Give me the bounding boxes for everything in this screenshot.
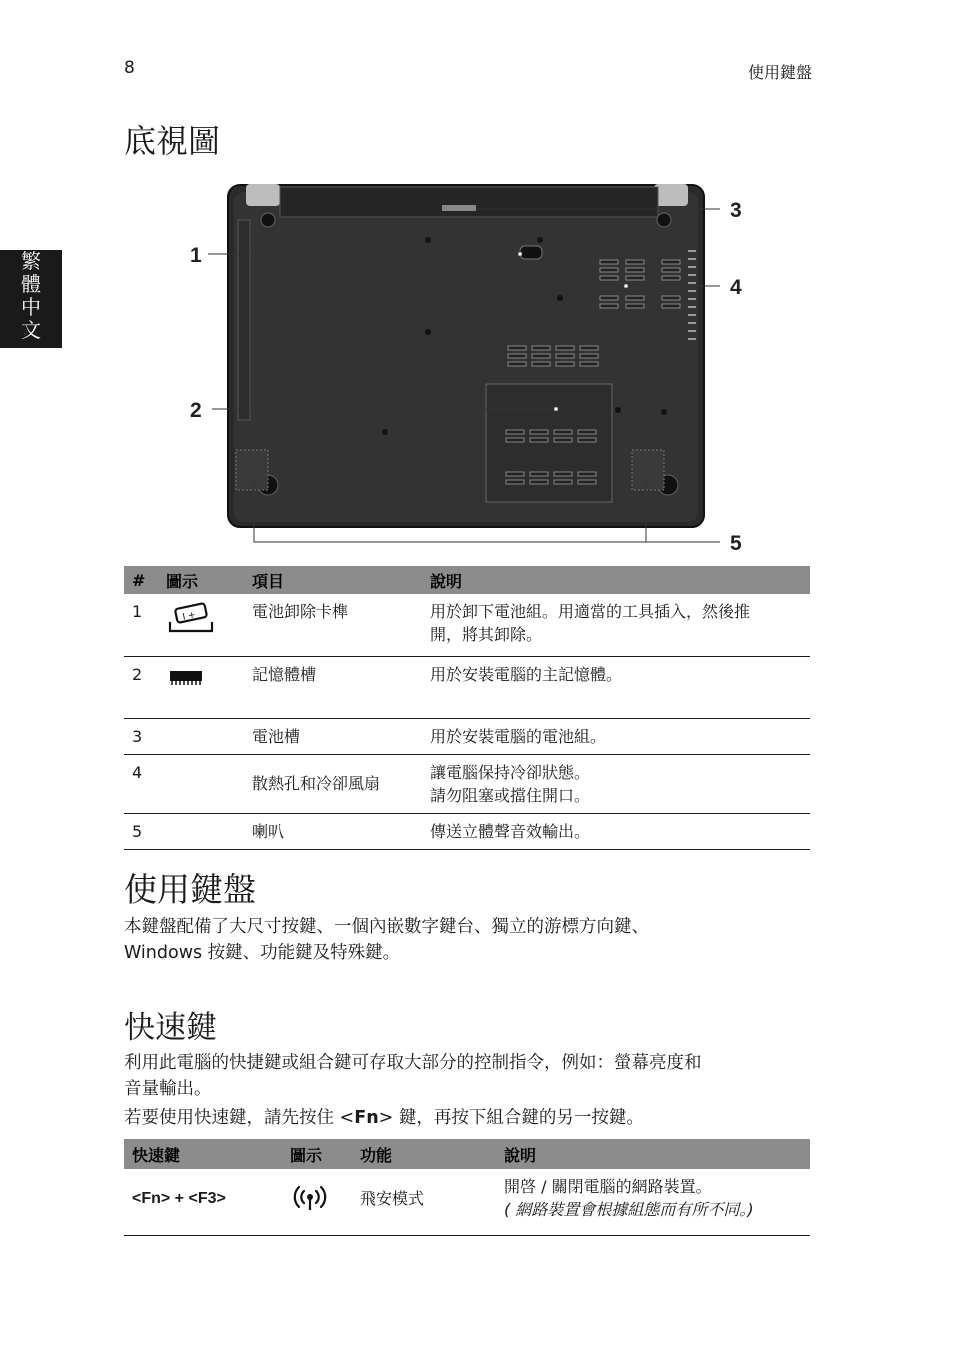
- fn-key-label: Fn: [354, 1108, 379, 1128]
- table-row: [124, 594, 810, 656]
- keyboard-intro-line: 本鍵盤配備了大尺寸按鍵、一個內嵌數字鍵台、獨立的游標方向鍵、: [124, 917, 649, 937]
- row-icon-cell: [158, 754, 244, 813]
- keyboard-intro: [124, 914, 814, 966]
- hotkeys-section-title: 快速鍵: [124, 1010, 217, 1046]
- row-number: 1: [124, 594, 158, 656]
- table-header: 說明: [422, 566, 810, 594]
- hotkeys-instruction-prefix: 若要使用快速鍵，請先按住 <: [124, 1108, 355, 1128]
- row-number: 2: [124, 656, 158, 718]
- table-row: [124, 754, 810, 813]
- table-header: 圖示: [282, 1139, 352, 1169]
- row-description: [422, 718, 810, 754]
- battery-release-icon: [166, 600, 216, 636]
- table-header: #: [124, 566, 158, 594]
- hotkeys-intro: [124, 1050, 814, 1102]
- row-icon-cell: [158, 813, 244, 849]
- language-tab: [0, 250, 62, 348]
- hotkeys-instruction: [124, 1105, 814, 1131]
- row-item: 電池槽: [244, 718, 422, 754]
- row-icon-cell: [282, 1169, 352, 1235]
- wireless-icon: [290, 1183, 330, 1213]
- row-number: 3: [124, 718, 158, 754]
- row-description: [422, 754, 810, 813]
- row-icon-cell: [158, 594, 244, 656]
- table-header: 圖示: [158, 566, 244, 594]
- row-description-line: 讓電腦保持冷卻狀態。: [430, 762, 591, 782]
- hotkeys-instruction-suffix: > 鍵，再按下組合鍵的另一按鍵。: [378, 1108, 644, 1128]
- table-header-row: [124, 566, 810, 594]
- language-tab-char: 繁: [21, 249, 41, 273]
- running-head: 使用鍵盤: [747, 63, 812, 82]
- row-number: 4: [124, 754, 158, 813]
- laptop-bottom-figure: [180, 180, 760, 550]
- row-icon-cell: [158, 656, 244, 718]
- callout-3: 3: [730, 199, 742, 222]
- row-item: 散熱孔和冷卻風扇: [244, 754, 422, 813]
- hotkeys-table: [124, 1139, 810, 1236]
- callout-1: 1: [190, 244, 202, 267]
- row-description-line: 用於卸下電池組。用適當的工具插入，然後推: [430, 602, 751, 621]
- table-header: 快速鍵: [124, 1139, 282, 1169]
- table-row: [124, 656, 810, 718]
- row-item: 喇叭: [244, 813, 422, 849]
- table-header: 說明: [496, 1139, 810, 1169]
- hotkeys-intro-line: 利用此電腦的快捷鍵或組合鍵可存取大部分的控制指令，例如：螢幕亮度和: [124, 1053, 702, 1073]
- table-header: 項目: [244, 566, 422, 594]
- keyboard-intro-line: Windows 按鍵、功能鍵及特殊鍵。: [124, 943, 401, 963]
- bottom-view-table: [124, 566, 810, 850]
- keyboard-section-title: 使用鍵盤: [124, 870, 256, 909]
- callout-5: 5: [730, 532, 742, 550]
- table-row: [124, 813, 810, 849]
- table-header: 功能: [352, 1139, 496, 1169]
- table-header-row: [124, 1139, 810, 1169]
- row-description-line: 用於安裝電腦的主記憶體。: [430, 664, 623, 684]
- memory-slot-icon: [166, 663, 206, 693]
- row-icon-cell: [158, 718, 244, 754]
- row-number: 5: [124, 813, 158, 849]
- svg-text:I +: I +: [181, 610, 197, 623]
- callout-4: 4: [730, 276, 742, 299]
- page-number: 8: [124, 58, 135, 78]
- row-description-line: 請勿阻塞或擋住開口。: [430, 785, 591, 805]
- language-tab-char: 體: [21, 272, 41, 296]
- bottom-view-title: 底視圖: [124, 122, 221, 160]
- table-row: [124, 1169, 810, 1235]
- row-description: [422, 594, 810, 656]
- row-description: [422, 813, 810, 849]
- callout-2: 2: [190, 399, 202, 422]
- hotkey-function: 飛安模式: [352, 1169, 496, 1235]
- row-item: 電池卸除卡榫: [244, 594, 422, 656]
- row-item: 記憶體槽: [244, 656, 422, 718]
- hotkey-description: [496, 1169, 810, 1235]
- row-description-line: 開，將其卸除。: [430, 625, 543, 644]
- language-tab-char: 中: [21, 295, 41, 319]
- hotkeys-intro-line: 音量輸出。: [124, 1079, 212, 1099]
- row-description-line: 傳送立體聲音效輸出。: [430, 821, 591, 841]
- hotkey-description-line: 開啓 / 關閉電腦的網路裝置。: [504, 1177, 712, 1196]
- row-description: [422, 656, 810, 718]
- table-row: [124, 718, 810, 754]
- hotkey-combo: <Fn> + <F3>: [124, 1169, 282, 1235]
- row-description-line: 用於安裝電腦的電池組。: [430, 726, 607, 746]
- language-tab-char: 文: [21, 318, 41, 342]
- hotkey-description-note: ( 網路裝置會根據組態而有所不同。): [504, 1200, 754, 1219]
